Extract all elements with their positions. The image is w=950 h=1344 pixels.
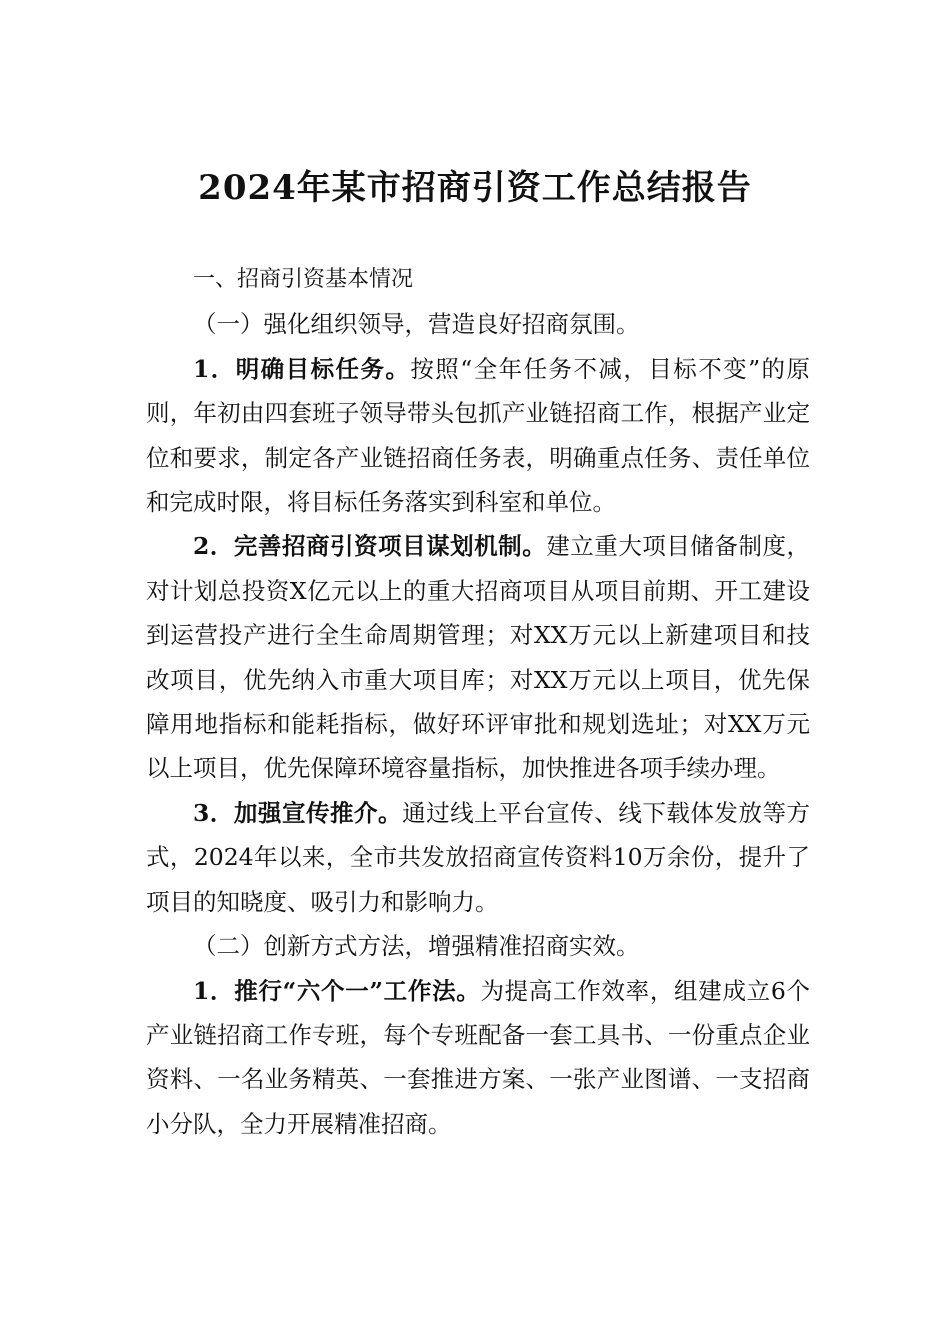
paragraph-lead: 2．完善招商引资项目谋划机制。 [193,532,547,561]
subsection-heading: （一）强化组织领导，营造良好招商氛围。 [193,310,640,339]
subsection-heading: （二）创新方式方法，增强精准招商实效。 [193,932,640,961]
paragraph [146,969,810,1147]
document-title: 2024年某市招商引资工作总结报告 [198,168,752,208]
paragraph-text: 为提高工作效率，组建成立6个产业链招商工作专班，每个专班配备一套工具书、一份重点企业资料、一名业务精英、一套推进方案、一张产业图谱、一支招商小分队，全力开展精准招商。 [146,976,810,1138]
paragraph-text: 建立重大项目储备制度，对计划总投资X亿元以上的重大招商项目从项目前期、开工建设到运营投产进行全生命周期管理；对XX万元以上新建项目和技改项目，优先纳入市重大项目库；对XX万元以上项目，优先保障用地指标和能耗指标，做好环评审批和规划选址；对XX万元以上项目，优先保障环境容量指标，加快推进各项手续办理。 [146,532,811,783]
paragraph-text: 通过线上平台宣传、线下载体发放等方式，2024年以来，全市共发放招商宣传资料10万余份，提升了项目的知晓度、吸引力和影响力。 [146,798,811,916]
paragraph [146,791,810,924]
document-body [146,258,810,1146]
paragraph-text: 按照“全年任务不减，目标不变”的原则，年初由四套班子领导带头包抓产业链招商工作，根据产业定位和要求，制定各产业链招商任务表，明确重点任务、责任单位和完成时限，将目标任务落实到科室和单位。 [146,354,810,517]
paragraph-lead: 3．加强宣传推介。 [193,798,403,827]
paragraph [146,524,810,790]
paragraph-lead: 1．推行“六个一”工作法。 [193,976,481,1005]
section-heading: 一、招商引资基本情况 [193,267,414,292]
paragraph-lead: 1．明确目标任务。 [193,354,411,383]
paragraph [146,347,810,525]
